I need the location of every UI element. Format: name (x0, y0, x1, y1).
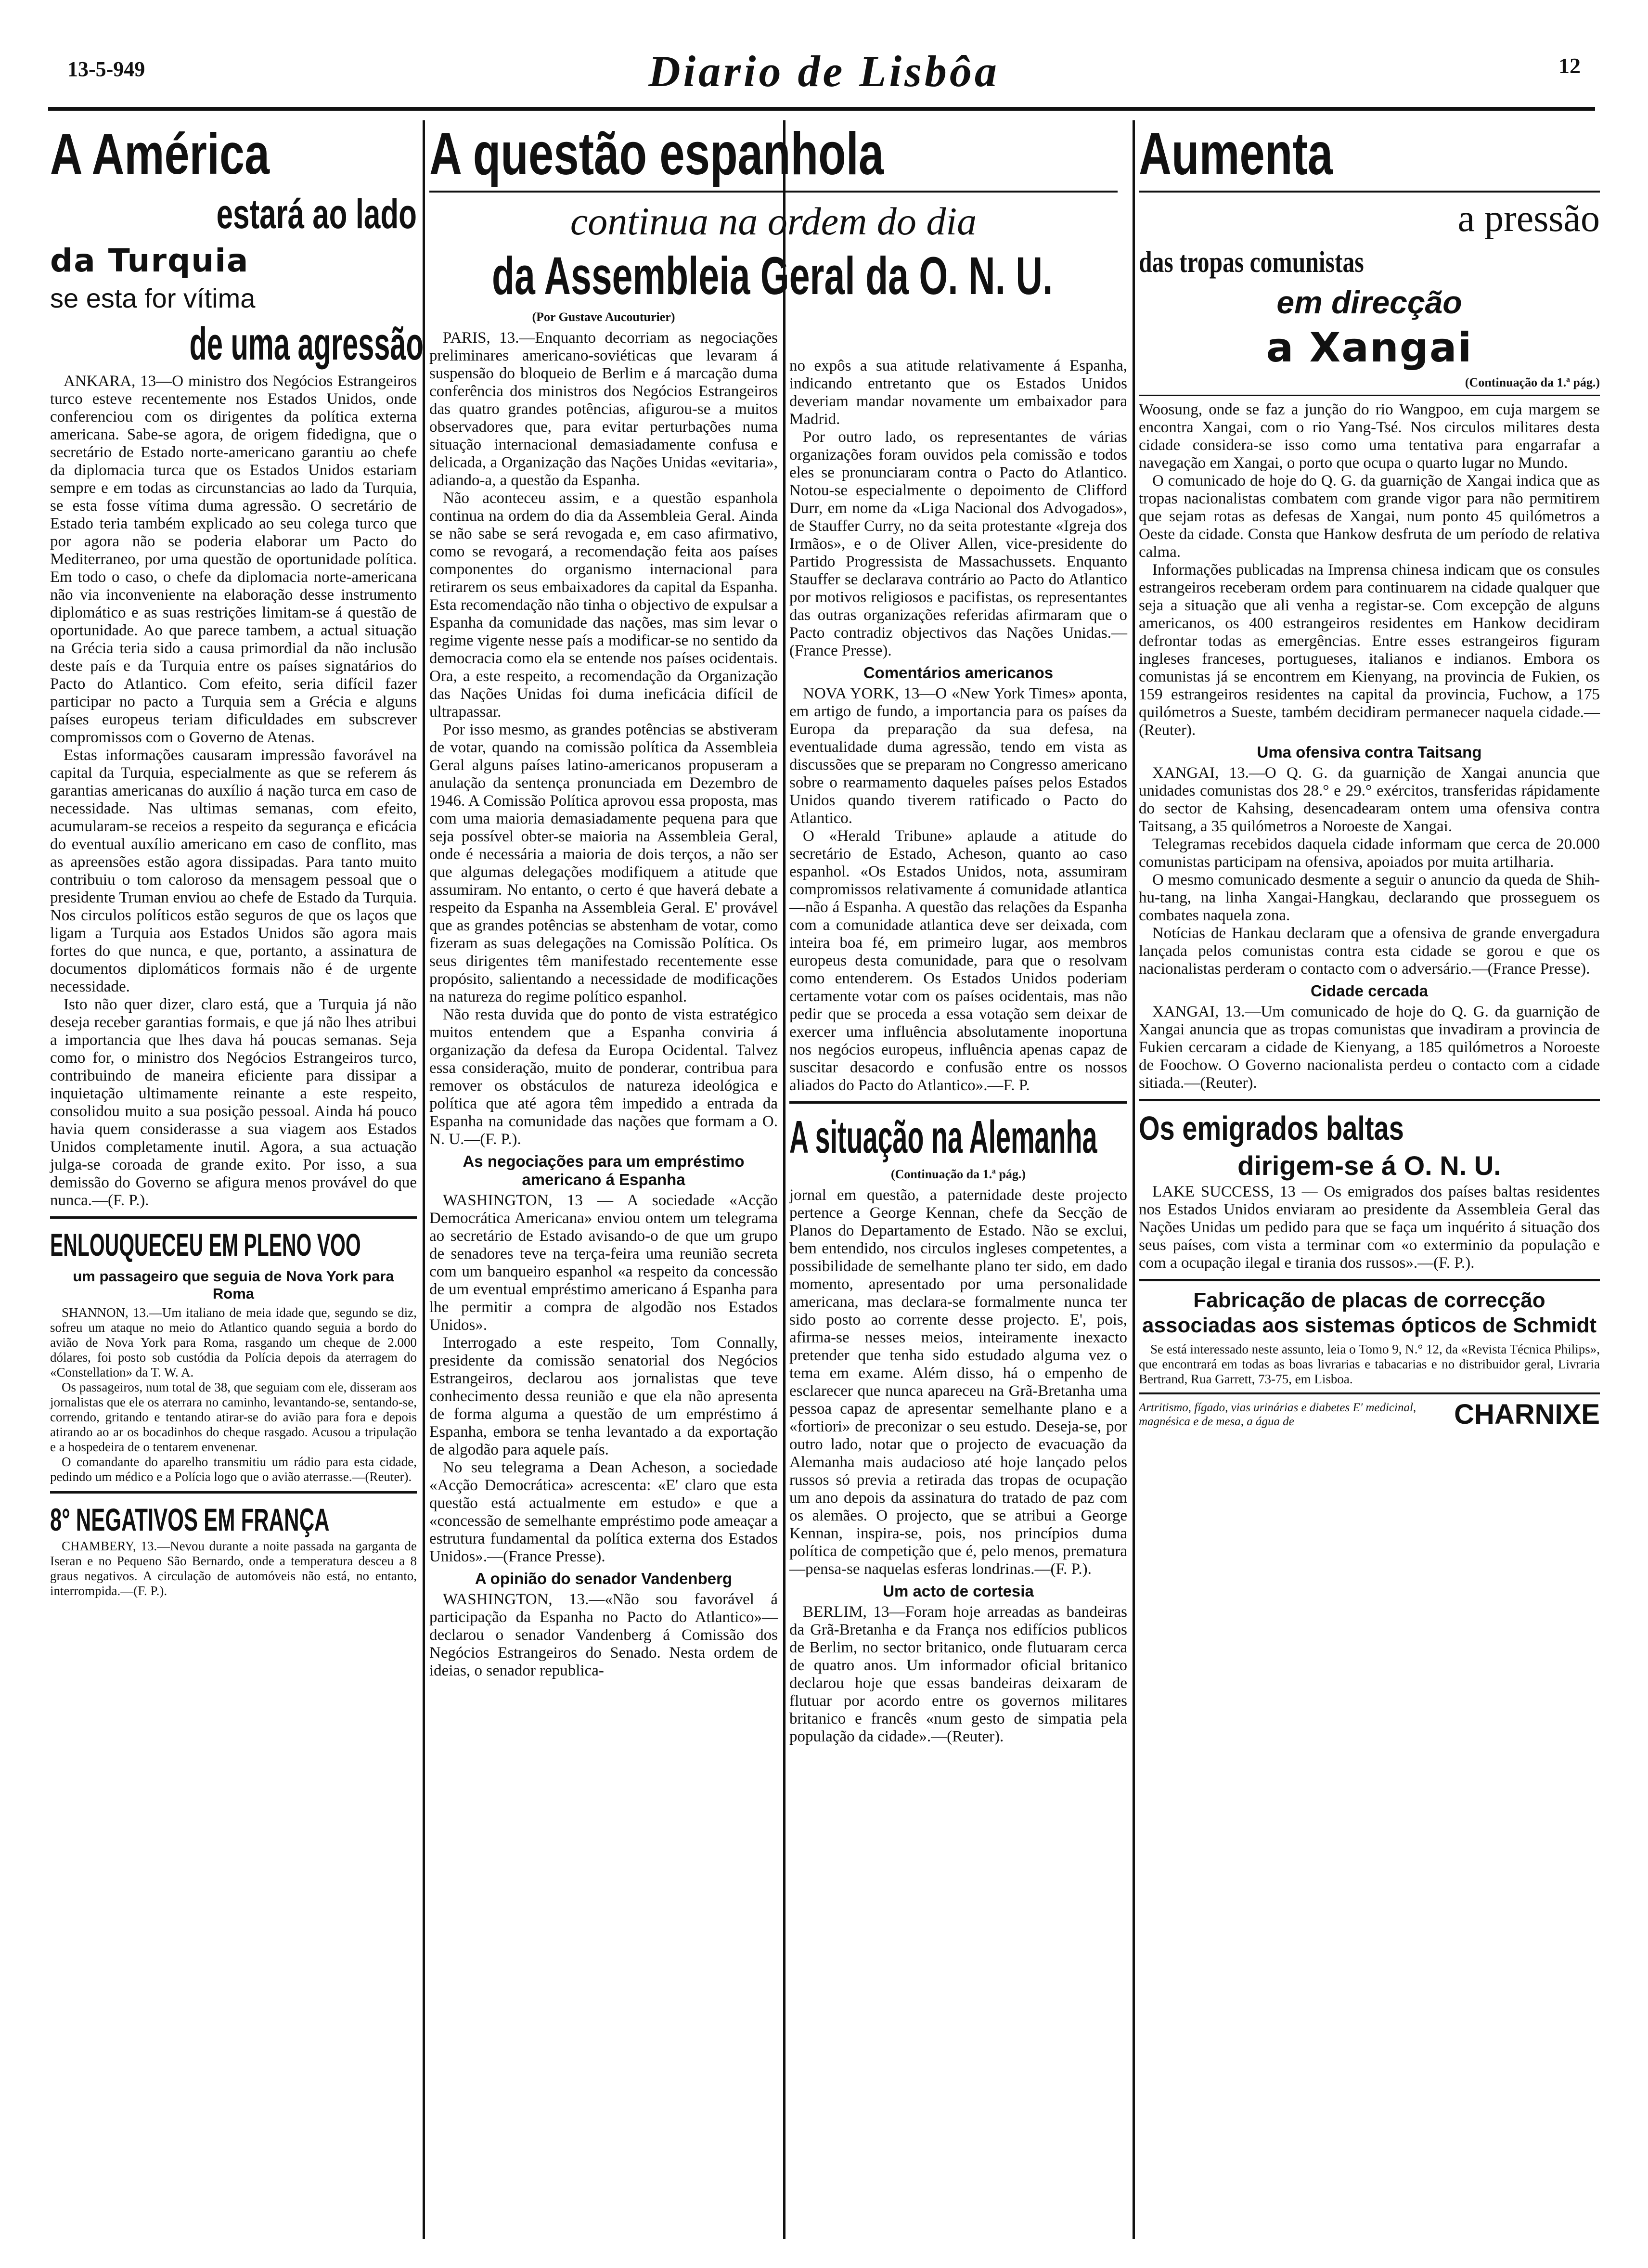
section-rule (1139, 1099, 1600, 1101)
article-shanghai (1139, 120, 1600, 2239)
headline-line: se esta for vítima (50, 283, 256, 313)
headline-plane: ENLOUQUECEU EM PLENO VOO (50, 1227, 361, 1263)
headline-line: a pressão (1457, 197, 1600, 240)
paragraph: NOVA YORK, 13—O «New York Times» aponta, em artigo de fundo, a importancia para os países da Europa da preparação da sua defesa, na eventualidade duma agressão, tendo em vista as discussões que se preparam no Congresso americano sobre o rearmamento daqueles países pelos Estados Unidos quando tiverem ratificado o Pacto do Atlantico. (789, 685, 1127, 827)
headline-line: A questão espanhola (429, 121, 884, 187)
paragraph: PARIS, 13.—Enquanto decorriam as negociações preliminares americano-soviéticas que levaram á suspensão do bloqueio de Berlim e á marcação duma conferência dos ministros dos Negócios Estrangeiros das quatro grandes potências, afigurou-se a muitos observadores que, para evitar perturbações numa situação internacional demasiadamente confusa e delicada, a Organização das Nações Unidas «evitaria», adiando-a, a questão da Espanha. (429, 329, 778, 489)
headline-line: estará ao lado (216, 191, 417, 237)
continuation-note: (Continuação da 1.ª pág.) (890, 1167, 1026, 1181)
continuation-note: (Continuação da 1.ª pág.) (1465, 375, 1600, 389)
article-turkey (50, 120, 424, 2239)
headline-schmidt: Fabricação de placas de correcção associadas aos sistemas ópticos de Schmidt (1142, 1289, 1596, 1337)
headline-line: Aumenta (1139, 121, 1333, 187)
headline-germany: A situação na Alemanha (789, 1111, 1097, 1163)
paragraph: jornal em questão, a paternidade deste projecto pertence a George Kennan, chefe da Secção de Planos do Departamento de Estado. Não se exclui, bem entendido, nos circulos ingleses competentes, a possibilidade de semelhante plano ter sido, em dado momento, apresentado por uma personalidade americana, mas declara-se formalmente nunca ter sido posto ao corrente desse projecto. E', pois, afirma-se nesses meios, inteiramente inexacto pretender que tenha sido estudado alguma vez o tema em exame. Além disso, há o empenho de esclarecer que nunca apareceu na Grã-Bretanha uma pessoa capaz de apresentar semelhante plano e a «fortiori» de preconizar o seu estudo. Deseja-se, por outro lado, notar que o projecto de evacuação da Alemanha mais audacioso até hoje lançado pelos russos só previa a retirada das tropas de ocupação um ano depois da assinatura do tratado de paz com os alemães. O projecto, que se atribui a George Kennan, inspira-se, pois, nos princípios duma política de competição que é, pelo menos, prematura—pensa-se naquelas esferas londrinas.—(F. P.). (789, 1186, 1127, 1578)
article-germany (789, 1110, 1127, 1578)
paragraph: CHAMBERY, 13.—Nevou durante a noite passada na garganta de Iseran e no Pequeno São Bernardo, onde a temperatura desceu a 8 graus negativos. A circulação de automóveis não está, no entanto, interrompida.—(F. P.). (50, 1539, 417, 1598)
headline-rule (1139, 191, 1600, 193)
headline-line: da Turquia (50, 242, 249, 279)
headline-line: continua na ordem do dia (570, 199, 977, 243)
paragraph: No seu telegrama a Dean Acheson, a sociedade «Acção Democrática» acrescenta: «E' claro que esta questão está actualmente em estudo» e que a «concessão de semelhante empréstimo pode ameaçar a estrutura fundamental da política externa dos Estados Unidos».—(France Presse). (429, 1459, 778, 1565)
article-france-cold (50, 1500, 417, 1598)
section-rule (1139, 1279, 1600, 1281)
headline-spain (429, 120, 1118, 307)
paragraph: XANGAI, 13.—Um comunicado de hoje do Q. G. da guarnição de Xangai anuncia que as tropas comunistas que invadiram a provincia de Fukien cercaram a cidade de Kienyang, a 185 quilómetros a Noroeste de Foochow. O Governo nacionalista perdeu o contacto com a cidade sitiada.—(Reuter). (1139, 1003, 1600, 1092)
ad-text: Artritismo, fígado, vias urinárias e diabetes E' medicinal, magnésica e de mesa, a água de (1139, 1401, 1416, 1428)
column-divider (1133, 120, 1135, 2239)
paragraph: Telegramas recebidos daquela cidade informam que cerca de 20.000 comunistas participam na ofensiva, apoiados por muita artilharia. (1139, 836, 1600, 871)
paragraph: BERLIM, 13—Foram hoje arreadas as bandeiras da Grã-Bretanha e da França nos edifícios publicos de Berlim, no sector britanico, onde flutuaram cerca de quatro anos. Um informador oficial britanico declarou hoje que essas bandeiras deixaram de flutuar por acordo entre os governos militares britanico e francês «num gesto de simpatia pela população da cidade».—(Reuter). (789, 1603, 1127, 1745)
paragraph: Os passageiros, num total de 38, que seguiam com ele, disseram aos jornalistas que ele os aterrara no caminho, levantando-se, sentando-se, correndo, gritando e tentando atirar-se do avião para fora e depois atirando ao ar os bocadinhos do cheque rasgado. Acusou a tripulação e a hospedeira de o tentarem envenenar. (50, 1380, 417, 1454)
section-rule (50, 1491, 417, 1494)
subhead: A opinião do senador Vandenberg (475, 1570, 733, 1587)
headline-line: a Xangai (1266, 324, 1473, 371)
masthead-rule (48, 107, 1595, 111)
advertisement-charnixe (1139, 1392, 1600, 1430)
section-rule (789, 1101, 1127, 1104)
paragraph: SHANNON, 13.—Um italiano de meia idade que, segundo se diz, sofreu um ataque no meio do Atlantico quando seguia a bordo do avião de Nova York para Roma, rasgando um cheque de 2.000 dólares, foi posto sob custódia da Polícia depois da aterragem do «Constellation» da T. W. A. (50, 1305, 417, 1379)
paragraph: Woosung, onde se faz a junção do rio Wangpoo, em cuja margem se encontra Xangai, com o rio Yang-Tsé. Nos circulos militares desta cidade considera-se isso como uma tentativa para engarrafar a navegação em Xangai, o porto que ocupa o quarto lugar no Mundo. (1139, 401, 1600, 472)
paragraph: Por outro lado, os representantes de várias organizações foram ouvidos pela comissão e todos eles se pronunciaram contra o Pacto do Atlantico. Notou-se especialmente o depoimento de Clifford Durr, em nome da «Liga Nacional dos Advogados», de Stauffer Curry, no da seita protestante «Igreja dos Irmãos», e o de Oliver Allen, vice-presidente do Partido Progressista de Massachussets. Enquanto Stauffer se declarava contrário ao Pacto do Atlantico por motivos religiosos e pacifistas, os representantes das outras organizações referidas afirmaram que o Pacto contradiz objectivos das Nações Unidas.—(France Presse). (789, 428, 1127, 659)
paragraph: Não aconteceu assim, e a questão espanhola continua na ordem do dia da Assembleia Geral. Ainda se não sabe se será revogada e, em caso afirmativo, como se revogará, a recomendação feita aos países componentes do organismo internacional para retirarem os seus embaixadores da capital da Espanha. Esta recomendação não tinha o objectivo de expulsar a Espanha da comunidade das nações, mas sim levar o regime vigente nesse país a modificar-se no sentido da democracia como ela se entende nos países ocidentais. Ora, a este respeito, a recomendação da Organização das Nações Unidas foi duma ineficácia difícil de ultrapassar. (429, 490, 778, 721)
paragraph: Se está interessado neste assunto, leia o Tomo 9, N.° 12, da «Revista Técnica Philips», que encontrará em todas as boas livrarias e tabacarias e no distribuidor geral, Livraria Bertrand, Rua Garrett, 73-75, em Lisboa. (1139, 1342, 1600, 1386)
article-plane (50, 1225, 417, 1484)
headline-line: dirigem-se á O. N. U. (1237, 1150, 1501, 1181)
headline-rule (429, 191, 1118, 193)
headline-turkey (50, 120, 424, 373)
newspaper-title: Diario de Lisbôa (648, 47, 1000, 96)
paragraph: Isto não quer dizer, claro está, que a Turquia já não deseja receber garantias formais, e que já não lhes atribui a importancia que lhes dava há poucas semanas. Seja como for, o ministro dos Negócios Estrangeiros turco, contribuindo de maneira eficiente para dissipar a inquietação ultimamente reinante a este respeito, consolidou muito a sua posição pessoal. Ainda há pouco havia quem considerasse a sua viagem aos Estados Unidos completamente inutil. Agora, a sua actuação julga-se coroada de grande exito. Por isso, a sua demissão do Governo se afigura menos provável do que nunca.—(F. P.). (50, 996, 417, 1209)
paragraph: XANGAI, 13.—O Q. G. da guarnição de Xangai anuncia que unidades comunistas dos 28.° e 29.° exércitos, transferidas rápidamente do sector de Kahsing, desencadearam ontem uma ofensiva contra Taitsang, a 35 quilómetros a Noroeste de Xangai. (1139, 764, 1600, 835)
paragraph: Informações publicadas na Imprensa chinesa indicam que os consules estrangeiros receberam ordem para continuarem na cidade qualquer que seja a situação que ali venha a registar-se. Com excepção de alguns americanos, os 400 estrangeiros residentes em Hankow decidiram defrontar todas as emergências. Entre esses estrangeiros figuram ingleses franceses, portugueses, italianos e indianos. Embora os comunistas já se encontrem em Kienyang, na provincia de Fukien, os 159 estrangeiros residentes na capital da provincia, Fuchow, a 175 quilómetros a Sueste, também decidiram permanecer naquela cidade.—(Reuter). (1139, 561, 1600, 739)
headline-line: da Assembleia Geral da O. N. U. (492, 246, 1053, 306)
subhead: Comentários americanos (863, 664, 1054, 682)
byline: (Por Gustave Aucouturier) (532, 310, 675, 324)
headline-shanghai (1139, 120, 1600, 373)
section-rule (50, 1216, 417, 1219)
article-schmidt-plates (1139, 1288, 1600, 1387)
subhead: Uma ofensiva contra Taitsang (1257, 743, 1482, 761)
column-divider (423, 120, 425, 2239)
headline-line: Os emigrados baltas (1139, 1109, 1404, 1147)
ad-brand: CHARNIXE (1454, 1399, 1600, 1430)
issue-date: 13-5-949 (67, 57, 145, 81)
paragraph: O mesmo comunicado desmente a seguir o anuncio da queda de Shih-hu-tang, na linha Xangai-Hangkau, declarando que prosseguem os combates naquela zona. (1139, 871, 1600, 924)
paragraph: WASHINGTON, 13 — A sociedade «Acção Democrática Americana» enviou ontem um telegrama ao secretário de Estado avisando-o de que um grupo de senadores teve na terça-feira uma reunião secreta com um banqueiro espanhol «a respeito da concessão de um eventual empréstimo americano á Espanha para lhe permitir a compra de algodão nos Estados Unidos». (429, 1192, 778, 1334)
section-rule (1139, 395, 1600, 396)
paragraph: O «Herald Tribune» aplaude a atitude do secretário de Estado, Acheson, quanto ao caso espanhol. «Os Estados Unidos, nota, assumiram compromissos relativamente á comunidade atlantica—não á Espanha. A questão das relações da Espanha com a comunidade atlantica deve ser deixada, com inteira boa fé, em primeiro lugar, aos membros europeus desta comunidade, para que o resolvam como entenderem. Os Estados Unidos poderiam certamente votar com os países ocidentais, mas não pedir que se proceda a essa votação sem deixar de exercer uma influência absolutamente inoportuna nos negócios europeus, influência apenas capaz de suscitar desacordo e confusão entre os nossos aliados do Pacto do Atlantico».—F. P. (789, 827, 1127, 1094)
headline-france: 8° NEGATIVOS EM FRANÇA (50, 1502, 330, 1537)
headline-line: das tropas comunistas (1139, 246, 1364, 279)
paragraph: Não resta duvida que do ponto de vista estratégico muitos entendem que a Espanha conviria á organização da defesa da Europa Ocidental. Talvez essa consideração, muito de ponderar, contribua para remover os obstáculos de natureza ideológica e política que até agora têm impedido a entrada da Espanha na comunidade das nações que formam a O. N. U.—(F. P.). (429, 1006, 778, 1148)
headline-line: A América (50, 122, 270, 186)
paragraph: WASHINGTON, 13.—«Não sou favorável á participação da Espanha no Pacto do Atlantico»—declarou o senador Vandenberg á Comissão dos Negócios Estrangeiros do Senado. Nesta ordem de ideias, o senador republica- (429, 1591, 778, 1679)
paragraph: Por isso mesmo, as grandes potências se abstiveram de votar, quando na comissão política da Assembleia Geral alguns países latino-americanos propuseram a anulação da sentença pronunciada em Dezembro de 1946. A Comissão Política aprovou essa proposta, mas com uma maioria demasiadamente pequena para que seja possível obter-se maioria na Assembleia Geral, onde é necessária a maioria de dois terços, a não ser que algumas delegações modifiquem a atitude que assumiram. No entanto, o certo é que haverá debate a respeito da Espanha na Assembleia Geral. E' provável que as grandes potências se abstenham de votar, como fizeram as suas delegações na Comissão Política. Os seus dirigentes têm manifestado recentemente esse propósito, salientando a necessidade de modificações na natureza do regime político espanhol. (429, 721, 778, 1005)
masthead (0, 0, 1648, 111)
paragraph: Estas informações causaram impressão favorável na capital da Turquia, especialmente as que se referem ás garantias americanas do auxílio á nação turca em caso de necessidade. Nas ultimas semanas, com efeito, acumularam-se receios a respeito da segurança e eficácia do eventual auxílio americano em caso de conflito, mas as apreensões estão agora dissipadas. Para tanto muito contribuiu o tom caloroso da mensagem pessoal que o presidente Truman enviou ao chefe de Estado da Turquia. Nos circulos políticos estão seguros de que os laços que ligam a Turquia aos Estados Unidos são agora mais fortes do que nunca, e que, portanto, a assinatura de documentos diplomáticos formais não é de urgente necessidade. (50, 747, 417, 995)
article-baltic-emigres (1139, 1108, 1600, 1272)
page-number: 12 (1558, 53, 1581, 78)
subhead-plane: um passageiro que seguia de Nova York para Roma (73, 1268, 394, 1302)
article-spain-continued (789, 357, 1127, 2239)
paragraph: O comandante do aparelho transmitiu um rádio para esta cidade, pedindo um médico e a Polícia logo que o avião aterrasse.—(Reuter). (50, 1455, 417, 1484)
subhead: Um acto de cortesia (883, 1582, 1034, 1600)
headline-line: em direcção (1276, 284, 1462, 320)
paragraph: O comunicado de hoje do Q. G. da guarnição de Xangai indica que as tropas nacionalistas combatem com grande vigor para não permitirem que sejam rotas as defesas de Xangai, num ponto 45 quilómetros a Oeste da cidade. Consta que Hankow desfruta de um período de relativa calma. (1139, 472, 1600, 561)
headline-line: de uma agressão (189, 318, 424, 370)
subhead: Cidade cercada (1311, 982, 1428, 1000)
paragraph: no expôs a sua atitude relativamente á Espanha, indicando entretanto que os Estados Unidos deveriam mandar novamente um embaixador para Madrid. (789, 357, 1127, 428)
paragraph: LAKE SUCCESS, 13 — Os emigrados dos países baltas residentes nos Estados Unidos enviaram ao presidente da Assembleia Geral das Nações Unidas um pedido para que se faça um inquérito á situação dos seus países, com vista a terminar com «o exterminio da população e com a ocupação ilegal e tirania dos russos».—(F. P.). (1139, 1183, 1600, 1272)
paragraph: Interrogado a este respeito, Tom Connally, presidente da comissão senatorial dos Negócios Estrangeiros, declarou aos jornalistas que teve conhecimento dessa reunião e que ela não apresenta de forma alguma a questão de um empréstimo á Espanha, embora se tenha levantado a da exportação de algodão para aquele país. (429, 1334, 778, 1458)
paragraph: ANKARA, 13—O ministro dos Negócios Estrangeiros turco esteve recentemente nos Estados Unidos, onde conferenciou com os dirigentes da política externa americana. Sabe-se agora, de origem fidedigna, que o secretário de Estado norte-americano garantiu ao chefe da diplomacia turca que os Estados Unidos estariam sempre e em todas as circunstancias ao lado da Turquia, se esta fosse vítima duma agressão. O secretário de Estado teria também explicado ao seu colega turco que por agora não se poderia elaborar um Pacto do Mediterraneo, por uma questão de oportunidade política. Em todo o caso, o chefe da diplomacia norte-americana não via inconveniente na elaboração desse instrumento diplomático e as suas restrições limitam-se á questão de oportunidade. Ao que parece tambem, a actual situação na Grécia teria sido a causa primordial da não inclusão deste país e da Turquia entre os países signatários do Pacto do Atlantico. Com efeito, seria difícil fazer participar no pacto a Turquia sem a Grécia e alguns países europeus teriam dificuldades em subscrever compromissos com o Governo de Atenas. (50, 373, 417, 746)
subhead: As negociações para um empréstimo americano á Espanha (463, 1152, 745, 1188)
paragraph: Notícias de Hankau declaram que a ofensiva de grande envergadura lançada pelos comunistas contra esta cidade se gorou e que os nacionalistas perderam o contacto com o adversário.—(France Presse). (1139, 925, 1600, 978)
column-divider (783, 120, 785, 2239)
